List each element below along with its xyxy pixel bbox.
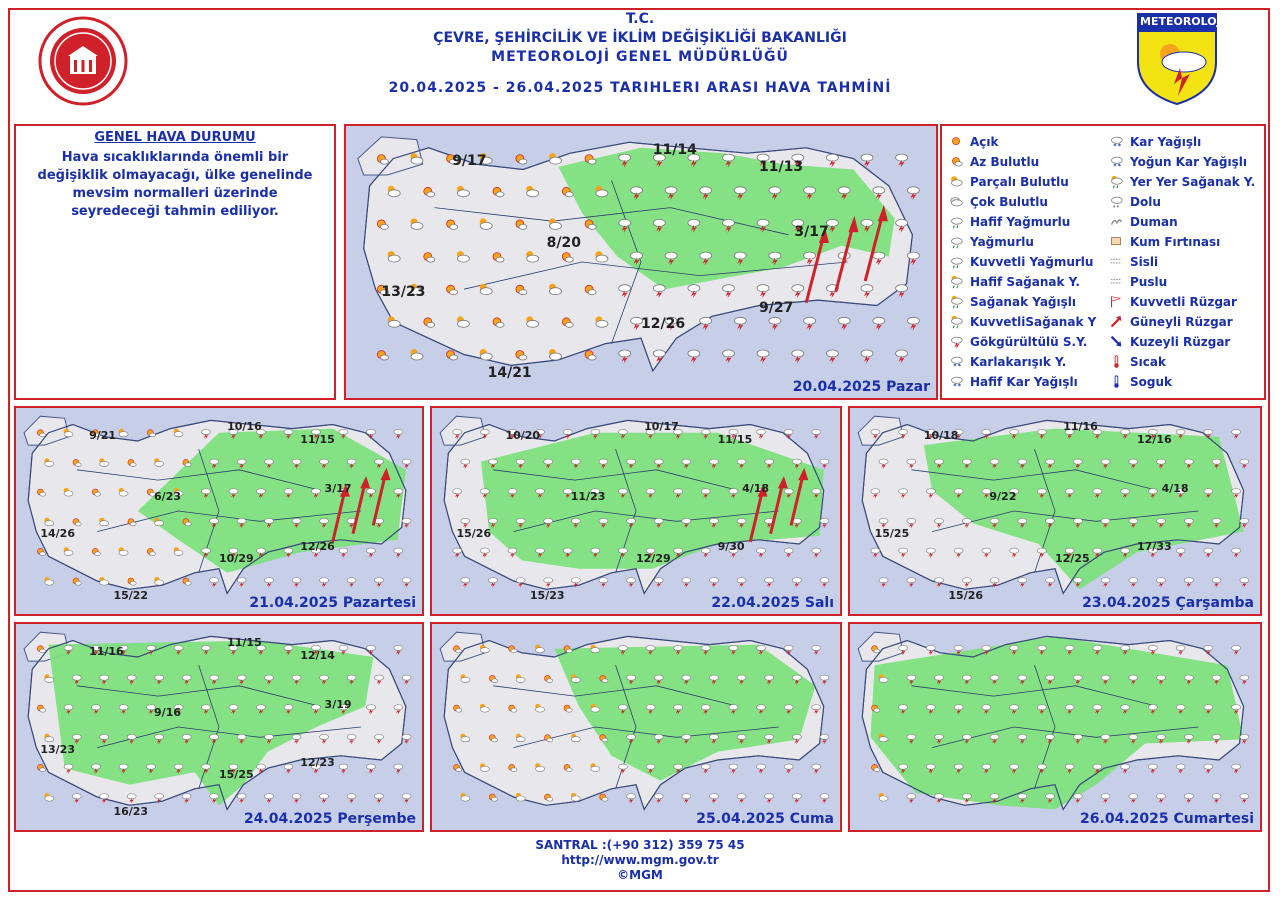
- general-weather-text: Hava sıcaklıklarında önemli bir değişiklik olmayacağı, ülke genelinde mevsim normalleri üzerinde seyredeceği tahmin ediliyor.: [37, 150, 313, 219]
- legend-item: [948, 312, 1096, 332]
- rain-icon: [948, 234, 964, 250]
- legend-item: [948, 232, 1034, 252]
- legend-label: Puslu: [1130, 275, 1168, 289]
- city-temperature: 15/26: [948, 589, 984, 603]
- day-label: 22.04.2025 Salı: [711, 595, 834, 611]
- city-temperature: 12/29: [636, 552, 671, 566]
- city-temperature: 9/17: [452, 153, 487, 170]
- map-day-5[interactable]: [14, 622, 424, 832]
- sandstorm-icon: [1108, 234, 1124, 250]
- sun-icon: [948, 134, 964, 150]
- legend-label: Yoğun Kar Yağışlı: [1130, 155, 1247, 169]
- light-snow-icon: [948, 374, 964, 390]
- legend-label: Karlakarışık Y.: [970, 355, 1067, 369]
- svg-text:*: *: [1113, 143, 1117, 150]
- legend-item: [948, 272, 1080, 292]
- header: [0, 10, 1280, 98]
- city-temperature: 11/23: [570, 490, 606, 504]
- logo-text: METEOROLOJİ: [1140, 15, 1225, 28]
- city-temperature: 11/13: [759, 158, 804, 175]
- legend-label: Kuvvetli Yağmurlu: [970, 255, 1094, 269]
- map-day-7[interactable]: [848, 622, 1262, 832]
- legend-label: Güneyli Rüzgar: [1130, 315, 1233, 329]
- legend-item: [948, 192, 1048, 212]
- legend-label: Hafif Yağmurlu: [970, 215, 1071, 229]
- city-temperature: 11/16: [89, 644, 124, 658]
- legend-label: Sıcak: [1130, 355, 1166, 369]
- turkey-map: [16, 408, 422, 614]
- hail-icon: [1108, 194, 1124, 210]
- svg-text:*: *: [957, 383, 962, 390]
- map-day-1[interactable]: [344, 124, 938, 400]
- legend-item: [948, 292, 1076, 312]
- city-temperature: 10/17: [644, 420, 679, 434]
- map-day-3[interactable]: [430, 406, 842, 616]
- heavy-rain-icon: [948, 254, 964, 270]
- footer-url[interactable]: http://www.mgm.gov.tr: [561, 853, 719, 867]
- general-weather-panel: [14, 124, 336, 400]
- city-temperature: 15/25: [874, 527, 910, 541]
- day-label: 25.04.2025 Cuma: [696, 811, 834, 827]
- general-weather-title: GENEL HAVA DURUMU: [94, 130, 256, 145]
- legend-item: [1108, 192, 1161, 212]
- svg-text:*: *: [953, 383, 957, 390]
- city-temperature: 15/26: [456, 527, 492, 541]
- city-temperature: 9/16: [154, 706, 182, 720]
- legend-item: [948, 252, 1093, 272]
- cold-icon: [1108, 374, 1124, 390]
- fog-icon: [1108, 254, 1124, 270]
- legend-item: [1108, 132, 1201, 152]
- sun-cloud-icon: [948, 154, 964, 170]
- header-dates: 20.04.2025 - 26.04.2025 TARIHLERI ARASI HAVA TAHMİNİ: [388, 80, 892, 96]
- city-temperature: 13/23: [381, 283, 426, 300]
- turkey-map: [16, 624, 422, 830]
- city-temperature: 6/23: [154, 490, 182, 504]
- legend-label: Açık: [970, 135, 999, 149]
- snow-icon: [1108, 134, 1124, 150]
- city-temperature: 11/15: [227, 636, 262, 650]
- legend-label: Duman: [1130, 215, 1178, 229]
- legend-label: Soguk: [1130, 375, 1172, 389]
- cloud-icon: [948, 194, 964, 210]
- city-temperature: 4/18: [742, 482, 770, 496]
- footer-phone: SANTRAL :(+90 312) 359 75 45: [535, 838, 745, 852]
- day-label: 23.04.2025 Çarşamba: [1082, 595, 1254, 611]
- legend-item: [1108, 292, 1237, 312]
- day-label: 21.04.2025 Pazartesi: [249, 595, 416, 611]
- legend-item: [1108, 372, 1172, 392]
- city-temperature: 12/14: [300, 648, 335, 662]
- legend-label: Sağanak Yağışlı: [970, 295, 1076, 309]
- legend-item: [948, 172, 1069, 192]
- city-temperature: 11/14: [652, 142, 697, 159]
- city-temperature: 15/25: [219, 768, 254, 782]
- legend-label: Az Bulutlu: [970, 155, 1040, 169]
- legend-item: [948, 132, 999, 152]
- turkey-map: [432, 624, 840, 830]
- turkey-map: [346, 126, 936, 398]
- legend-label: Gökgürültülü S.Y.: [970, 335, 1088, 349]
- svg-text:*: *: [1117, 143, 1122, 150]
- map-day-4[interactable]: [848, 406, 1262, 616]
- city-temperature: 12/26: [641, 316, 686, 333]
- city-temperature: 10/16: [227, 420, 262, 434]
- legend-item: [1108, 212, 1178, 232]
- city-temperature: 10/20: [505, 428, 541, 442]
- haze-icon: [1108, 274, 1124, 290]
- legend-item: [948, 332, 1087, 352]
- city-temperature: 15/22: [113, 589, 149, 603]
- footer: [0, 838, 1280, 883]
- heavy-snow-icon: [1108, 154, 1124, 170]
- legend-item: [948, 152, 1039, 172]
- map-day-2[interactable]: [14, 406, 424, 616]
- city-temperature: 10/29: [219, 552, 254, 566]
- svg-text:*: *: [953, 363, 957, 370]
- header-tc: T.C.: [625, 11, 655, 27]
- city-temperature: 9/30: [717, 539, 745, 553]
- legend-panel: [940, 124, 1266, 400]
- legend-label: Sisli: [1130, 255, 1159, 269]
- legend-item: [948, 352, 1066, 372]
- turkey-map: [850, 408, 1260, 614]
- partly-cloudy-icon: [948, 174, 964, 190]
- legend-item: [1108, 252, 1158, 272]
- svg-text:*: *: [957, 363, 962, 370]
- legend-item: [1108, 272, 1167, 292]
- hot-icon: [1108, 354, 1124, 370]
- day-label: 20.04.2025 Pazar: [792, 379, 930, 395]
- city-temperature: 9/21: [89, 428, 117, 442]
- city-temperature: 11/15: [717, 432, 753, 446]
- legend-label: Hafif Sağanak Y.: [970, 275, 1080, 289]
- legend-item: [1108, 352, 1166, 372]
- city-temperature: 10/18: [923, 428, 959, 442]
- turkey-map: [432, 408, 840, 614]
- local-shower-icon: [1108, 174, 1124, 190]
- legend-item: [1108, 312, 1233, 332]
- city-temperature: 9/27: [759, 300, 794, 317]
- header-ministry: ÇEVRE, ŞEHİRCİLİK VE İKLİM DEĞİŞİKLİĞİ BAKANLIĞI: [433, 30, 847, 46]
- shower-icon: [948, 294, 964, 310]
- legend-item: [948, 212, 1070, 232]
- city-temperature: 15/23: [529, 589, 565, 603]
- legend-label: Kuvvetli Rüzgar: [1130, 295, 1237, 309]
- smoke-icon: [1108, 214, 1124, 230]
- city-temperature: 9/22: [989, 490, 1017, 504]
- city-temperature: 12/25: [1055, 552, 1090, 566]
- city-temperature: 11/16: [1063, 420, 1098, 434]
- sleet-icon: [948, 354, 964, 370]
- city-temperature: 3/17: [324, 482, 352, 496]
- city-temperature: 12/26: [300, 539, 335, 553]
- light-shower-icon: [948, 274, 964, 290]
- day-label: 26.04.2025 Cumartesi: [1080, 811, 1254, 827]
- svg-text:*: *: [1117, 163, 1122, 170]
- city-temperature: 3/19: [324, 698, 352, 712]
- legend-item: [1108, 232, 1220, 252]
- light-rain-icon: [948, 214, 964, 230]
- north-wind-icon: [1108, 334, 1124, 350]
- legend-item: [1108, 172, 1255, 192]
- legend-label: Dolu: [1130, 195, 1161, 209]
- city-temperature: 11/15: [300, 432, 335, 446]
- legend-item: [948, 372, 1078, 392]
- day-label: 24.04.2025 Perşembe: [243, 811, 416, 827]
- city-temperature: 16/23: [113, 805, 149, 819]
- city-temperature: 13/23: [40, 743, 75, 757]
- legend-item: [1108, 152, 1247, 172]
- meteoroloji-logo: [1136, 12, 1225, 106]
- thunderstorm-icon: [948, 334, 964, 350]
- legend-label: Kuzeyli Rüzgar: [1130, 335, 1231, 349]
- legend-label: Parçalı Bulutlu: [970, 175, 1069, 189]
- legend-item: [1108, 332, 1230, 352]
- city-temperature: 17/33: [1137, 539, 1172, 553]
- map-day-6[interactable]: [430, 622, 842, 832]
- legend-label: KuvvetliSağanak Y: [970, 315, 1097, 329]
- city-temperature: 12/23: [300, 755, 335, 769]
- legend-label: Yer Yer Sağanak Y.: [1130, 175, 1256, 189]
- city-temperature: 3/17: [794, 223, 829, 240]
- footer-copyright: ©MGM: [617, 868, 663, 882]
- svg-text:*: *: [1113, 163, 1117, 170]
- heavy-shower-icon: [948, 314, 964, 330]
- header-directorate: METEOROLOJİ GENEL MÜDÜRLÜĞÜ: [491, 49, 789, 65]
- legend-label: Hafif Kar Yağışlı: [970, 375, 1078, 389]
- legend-label: Kar Yağışlı: [1130, 135, 1202, 149]
- strong-wind-icon: [1108, 294, 1124, 310]
- city-temperature: 12/16: [1137, 432, 1172, 446]
- city-temperature: 14/21: [487, 365, 532, 382]
- legend-label: Kum Fırtınası: [1130, 235, 1221, 249]
- city-temperature: 8/20: [546, 234, 581, 251]
- city-temperature: 14/26: [40, 527, 75, 541]
- turkey-map: [850, 624, 1260, 830]
- legend-label: Çok Bulutlu: [970, 195, 1048, 209]
- legend-label: Yağmurlu: [970, 235, 1034, 249]
- south-wind-icon: [1108, 314, 1124, 330]
- city-temperature: 4/18: [1161, 482, 1189, 496]
